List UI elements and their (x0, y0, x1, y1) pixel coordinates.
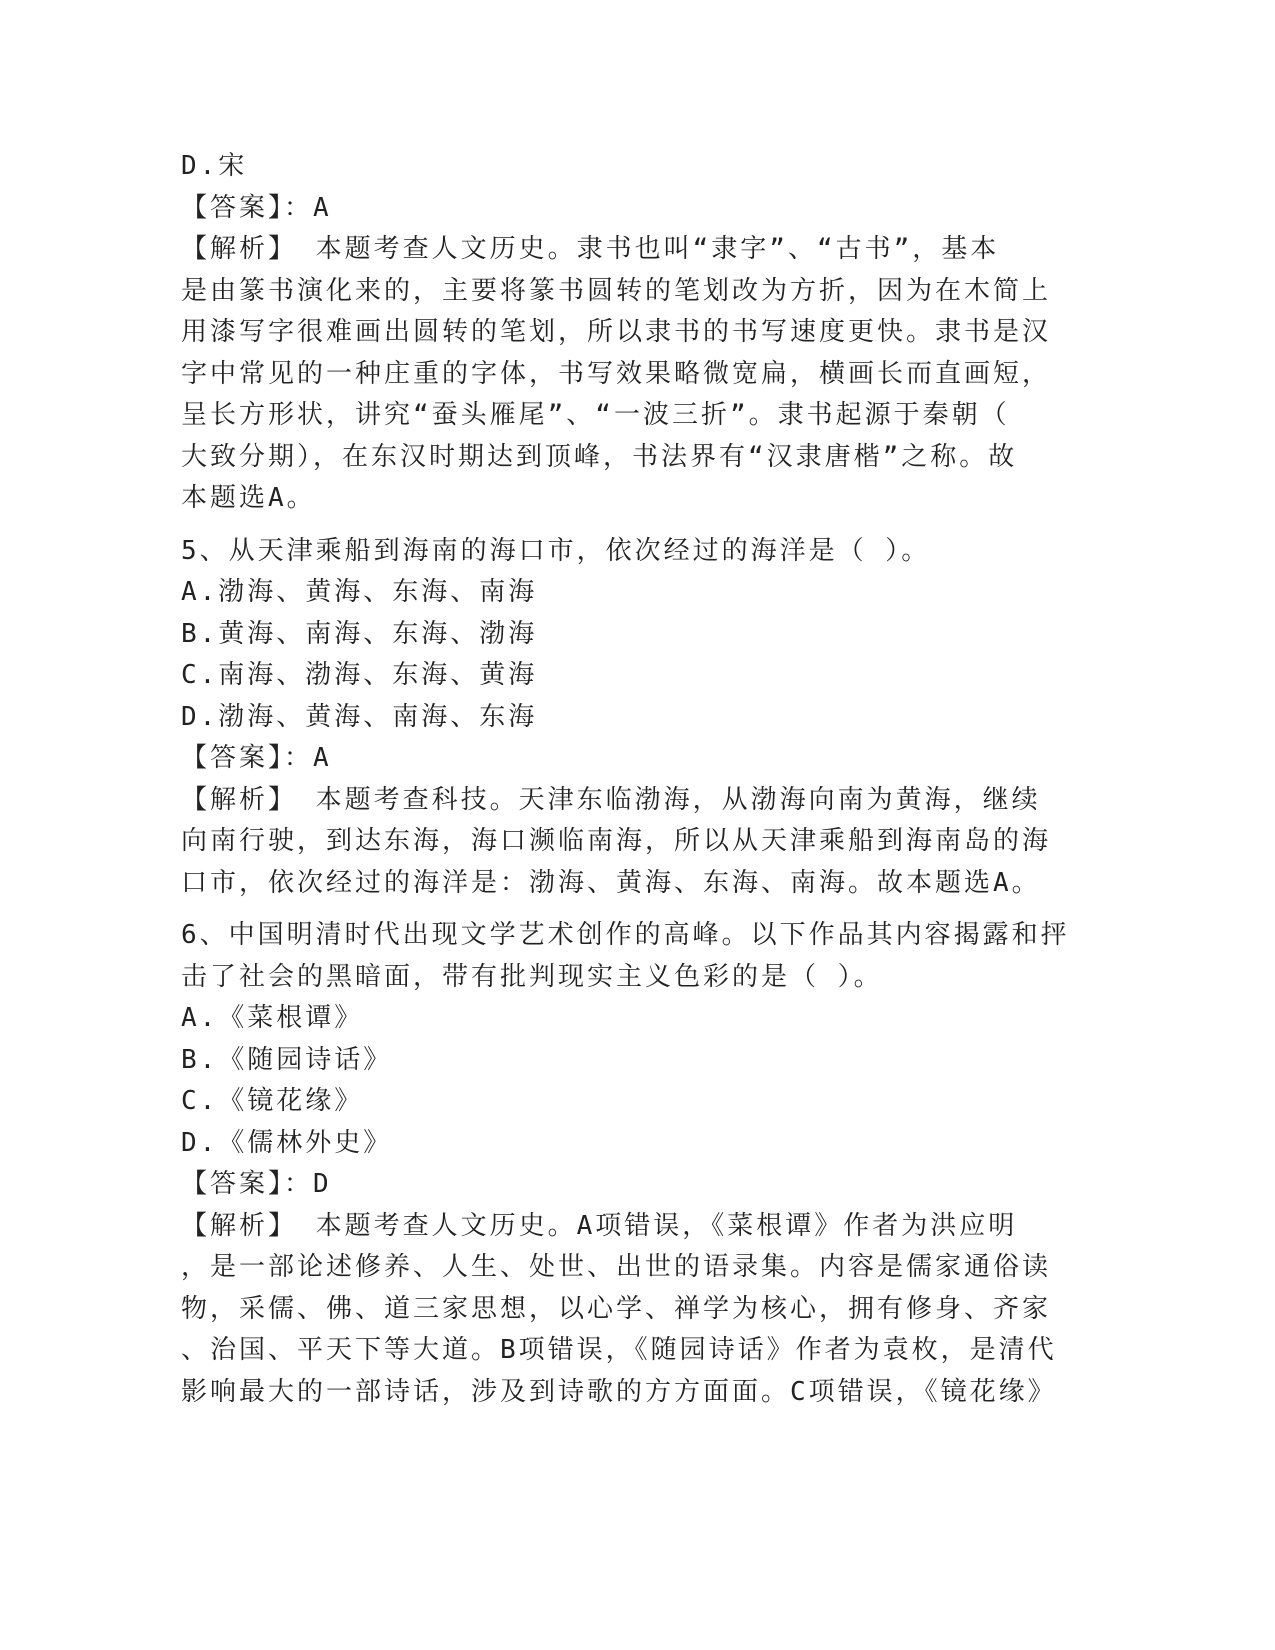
question-stem: 5、从天津乘船到海南的海口市，依次经过的海洋是（ ）。 (181, 535, 931, 566)
answer-line: 【答案】：A (181, 192, 332, 223)
analysis-line: 字中常见的一种庄重的字体，书写效果略微宽扁，横画长而直画短， (181, 358, 1052, 389)
paragraph-gap (181, 520, 1081, 531)
paragraph-gap (181, 904, 1081, 915)
question-6 (181, 915, 1081, 1413)
analysis-line: 用漆写字很难画出圆转的笔划，所以隶书的书写速度更快。隶书是汉 (181, 317, 1052, 347)
analysis-line: 口市，依次经过的海洋是：渤海、黄海、东海、南海。故本题选A。 (181, 867, 1041, 898)
option-d: D.《儒林外史》 (181, 1127, 393, 1158)
analysis-paragraph (181, 780, 1081, 905)
analysis-line: 影响最大的一部诗话，涉及到诗歌的方方面面。C项错误，《镜花缘》 (181, 1376, 1057, 1407)
analysis-line: 大致分期），在东汉时期达到顶峰，书法界有“汉隶唐楷”之称。故 (181, 441, 1018, 472)
option-c: C.南海、渤海、东海、黄海 (181, 660, 538, 690)
question-5 (181, 531, 1081, 905)
analysis-line: 【解析】 本题考查人文历史。隶书也叫“隶字”、“古书”，基本 (181, 234, 1000, 264)
option-a: A.渤海、黄海、东海、南海 (181, 577, 538, 607)
analysis-line: 是由篆书演化来的，主要将篆书圆转的笔划改为方折，因为在木简上 (181, 275, 1052, 306)
page-content (181, 146, 1081, 1413)
analysis-line: 、治国、平天下等大道。B项错误，《随园诗话》作者为袁枚，是清代 (181, 1335, 1057, 1365)
analysis-line: 【解析】 本题考查科技。天津东临渤海，从渤海向南为黄海，继续 (181, 784, 1041, 815)
option-b: B.《随园诗话》 (181, 1044, 393, 1075)
option-d: D.宋 (181, 151, 248, 181)
option-c: C.《镜花缘》 (181, 1086, 364, 1116)
analysis-line: 物，采儒、佛、道三家思想，以心学、禅学为核心，拥有修身、齐家 (181, 1293, 1052, 1324)
analysis-line: 呈长方形状，讲究“蚕头雁尾”、“一波三折”。隶书起源于秦朝（ (181, 400, 1010, 430)
analysis-line: 本题选A。 (181, 483, 316, 513)
option-d: D.渤海、黄海、南海、东海 (181, 701, 538, 732)
analysis-line: 【解析】 本题考查人文历史。A项错误，《菜根谭》作者为洪应明 (181, 1210, 1018, 1241)
question-stem: 击了社会的黑暗面，带有批判现实主义色彩的是（ ）。 (181, 961, 883, 992)
analysis-paragraph (181, 1206, 1081, 1414)
answer-line: 【答案】：A (181, 743, 332, 773)
analysis-line: 向南行驶，到达东海，海口濒临南海，所以从天津乘船到海南岛的海 (181, 826, 1052, 856)
analysis-line: ，是一部论述修养、人生、处世、出世的语录集。内容是儒家通俗读 (181, 1252, 1052, 1282)
analysis-paragraph (181, 229, 1081, 520)
answer-line: 【答案】：D (181, 1169, 332, 1199)
option-a: A.《菜根谭》 (181, 1003, 364, 1033)
option-b: B.黄海、南海、东海、渤海 (181, 618, 538, 649)
question-4-tail (181, 146, 1081, 520)
question-stem: 6、中国明清时代出现文学艺术创作的高峰。以下作品其内容揭露和抨 (181, 920, 1070, 950)
